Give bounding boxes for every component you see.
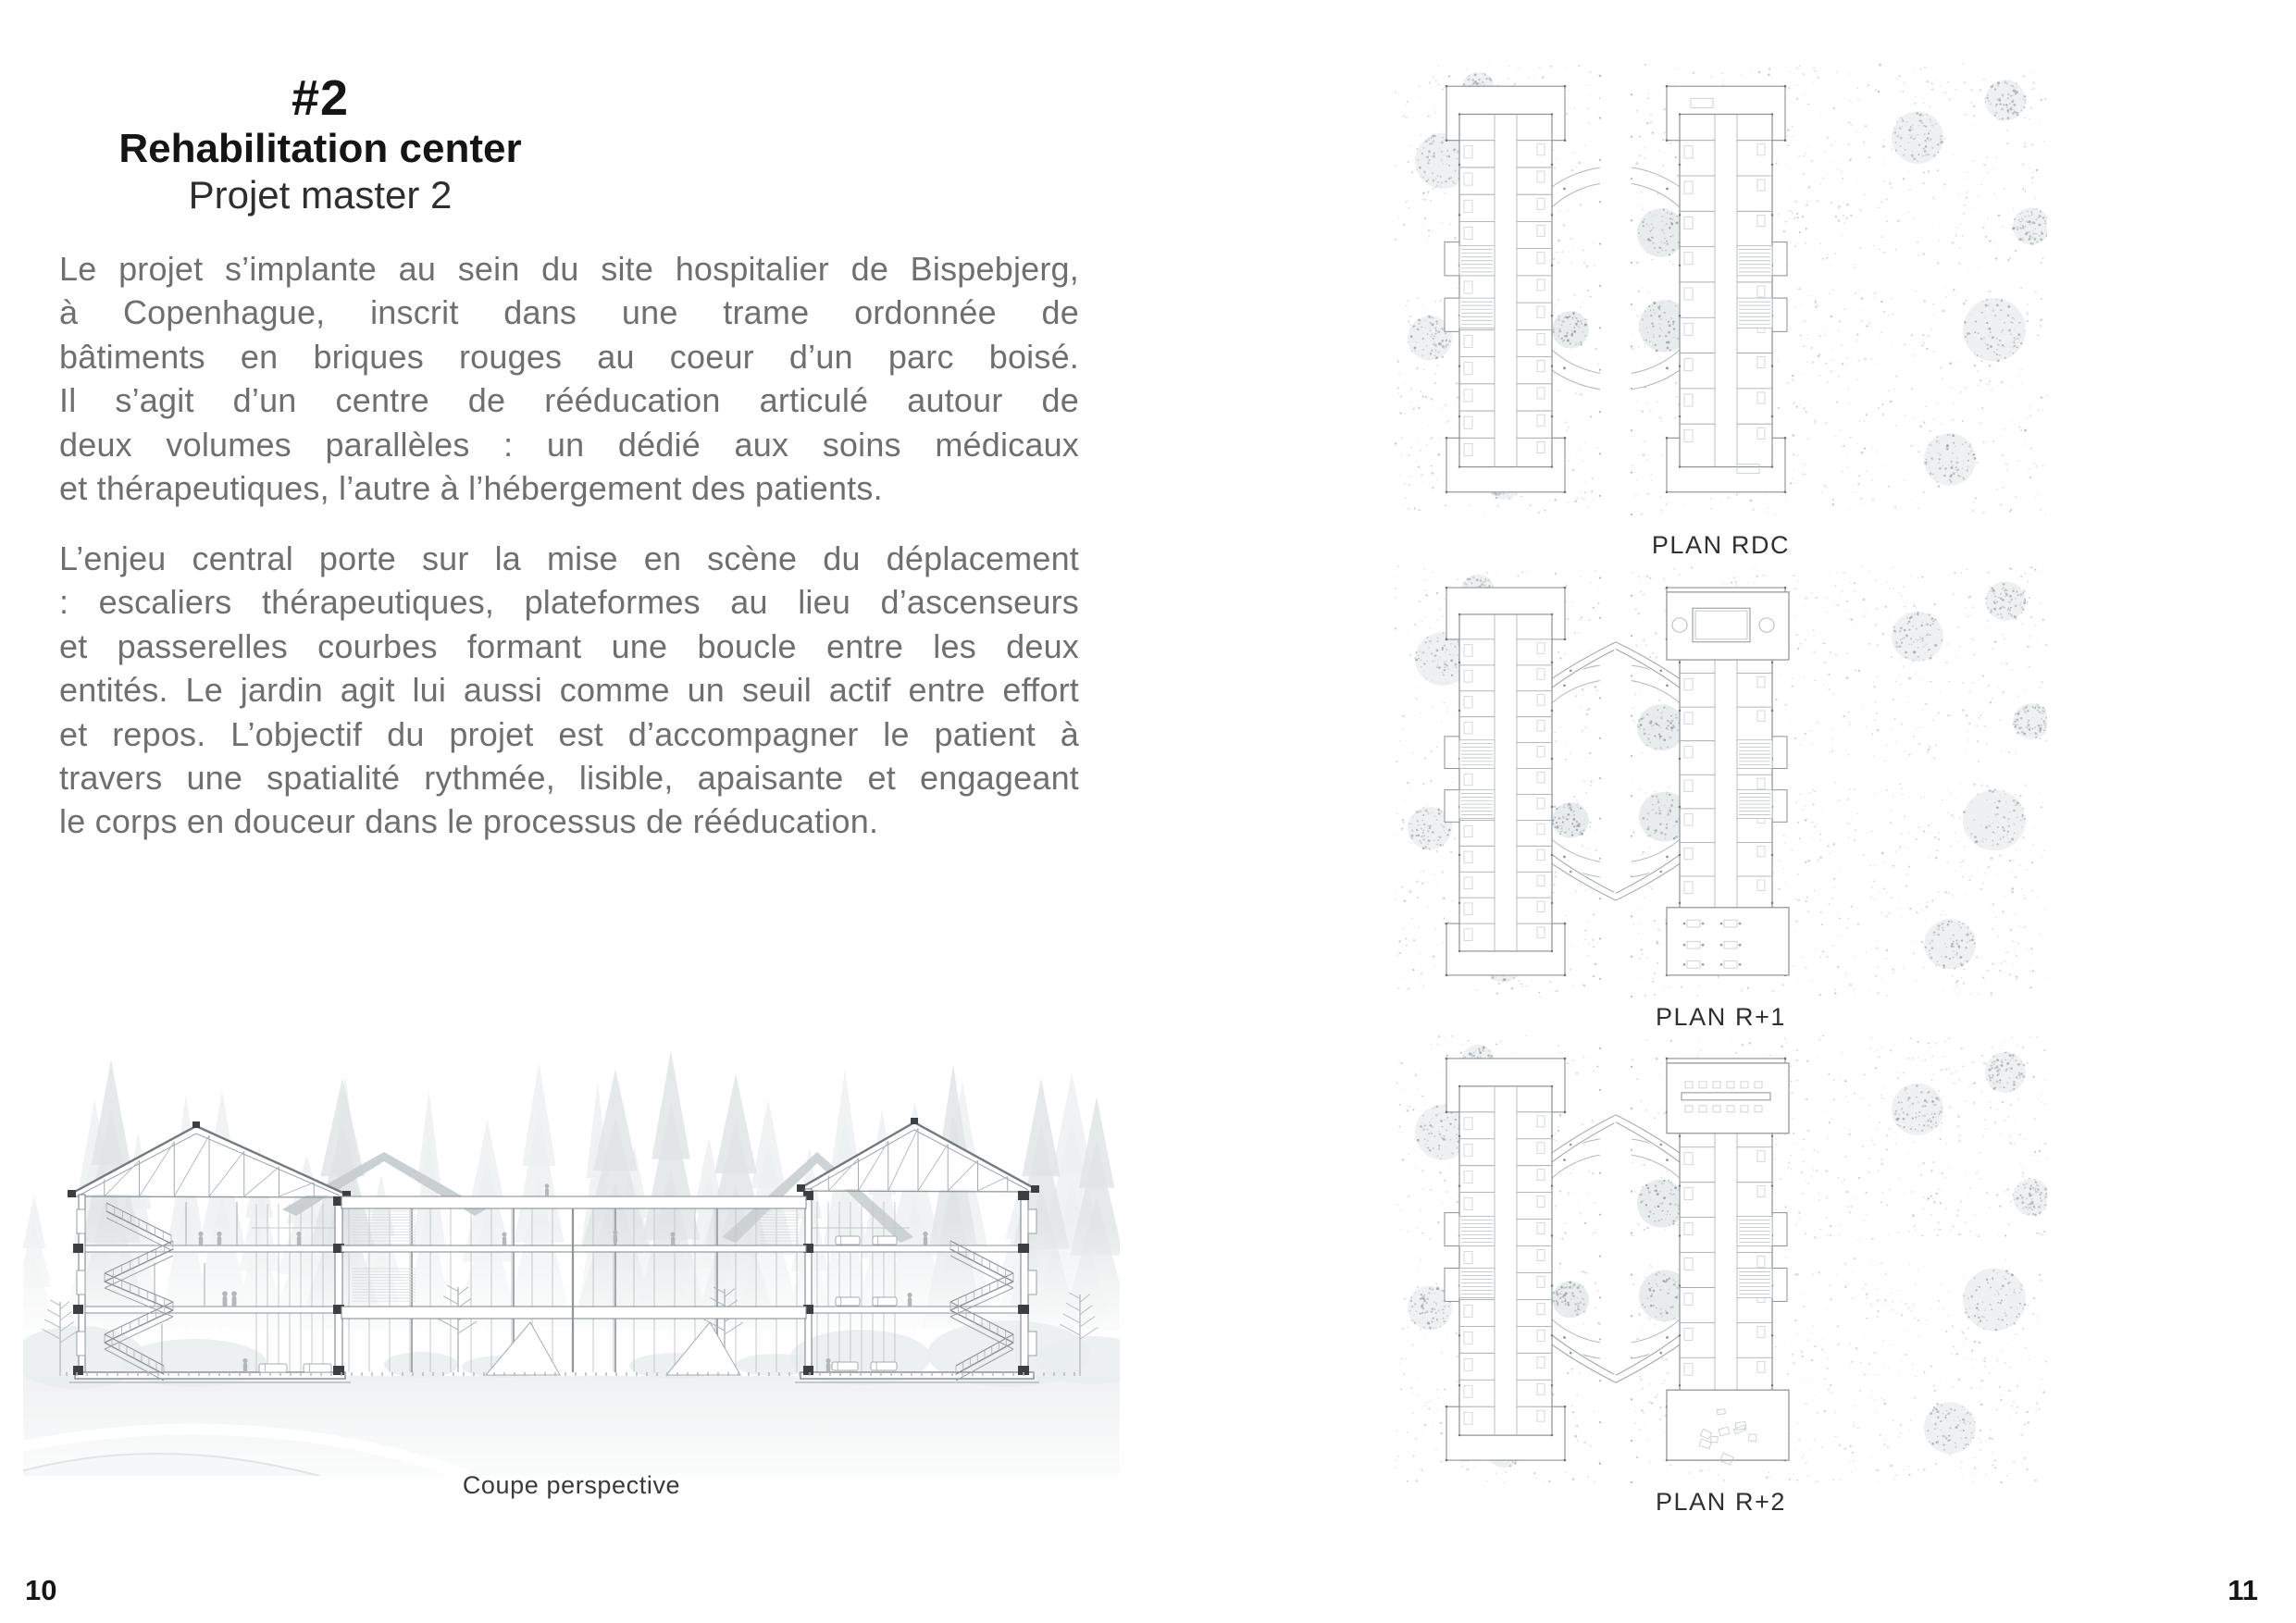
plan-r1-caption: PLAN R+1 <box>1655 1003 1787 1031</box>
paragraph-line: à Copenhague, inscrit dans une trame ordonnée de <box>59 293 1079 332</box>
project-subtitle: Projet master 2 <box>188 172 453 217</box>
paragraph-line: et repos. L’objectif du projet est d’accompagner le patient à <box>59 714 1079 753</box>
paragraph-line: travers une spatialité rythmée, lisible, apaisante et engageant <box>59 758 1079 797</box>
paragraph-line: : escaliers thérapeutiques, plateformes au lieu d’ascenseurs <box>59 583 1079 622</box>
paragraph-line: bâtiments en briques rouges au coeur d’un parc boisé. <box>59 337 1079 376</box>
plan-r1-figure <box>1395 565 2047 997</box>
plan-r2-figure <box>1395 1035 2047 1483</box>
plan-rdc-drawing <box>1395 63 2047 515</box>
project-title: Rehabilitation center <box>118 125 522 171</box>
paragraph-line: Il s’agit d’un centre de rééducation articulé autour de <box>59 381 1079 420</box>
plan-r1-drawing <box>1395 565 2047 997</box>
paragraph-line: L’enjeu central porte sur la mise en scène du déplacement <box>59 539 1079 577</box>
coupe-perspective-drawing <box>23 1013 1120 1476</box>
section-figure <box>23 1013 1120 1476</box>
paragraph-line: entités. Le jardin agit lui aussi comme un seuil actif entre effort <box>59 671 1079 710</box>
paragraph-line: et thérapeutiques, l’autre à l’hébergement des patients. <box>59 468 883 507</box>
project-title-block <box>59 72 581 217</box>
paragraph-line: deux volumes parallèles : un dédié aux soins médicaux <box>59 425 1079 464</box>
project-number: #2 <box>291 70 350 126</box>
paragraph-line: le corps en douceur dans le processus de rééducation. <box>59 802 879 841</box>
plan-r2-caption: PLAN R+2 <box>1655 1488 1787 1516</box>
page-number-right: 11 <box>2228 1574 2258 1606</box>
page-number-left: 10 <box>25 1574 57 1606</box>
plan-r2-drawing <box>1395 1035 2047 1483</box>
intro-paragraph-1 <box>59 250 1079 513</box>
paragraph-line: et passerelles courbes formant une boucle entre les deux <box>59 626 1079 665</box>
plan-rdc-figure <box>1395 63 2047 515</box>
plan-rdc-caption: PLAN RDC <box>1651 531 1791 559</box>
intro-paragraph-2 <box>59 539 1079 847</box>
paragraph-line: Le projet s’implante au sein du site hospitalier de Bispebjerg, <box>59 250 1079 288</box>
figure-caption: Coupe perspective <box>462 1471 681 1499</box>
